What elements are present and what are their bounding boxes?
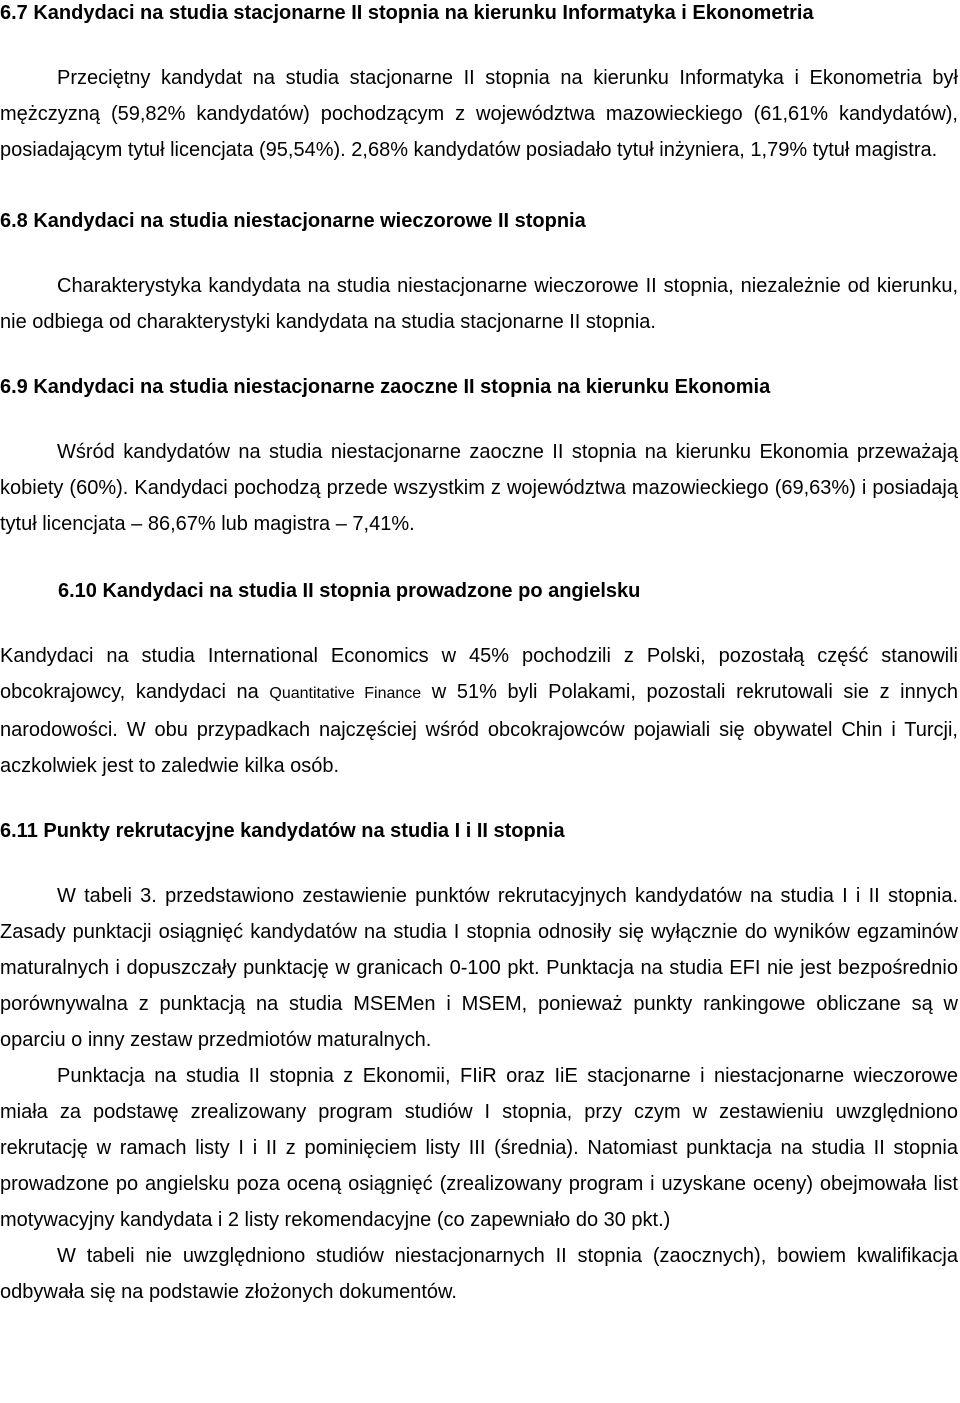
section-heading-6-7: 6.7 Kandydaci na studia stacjonarne II stopnia na kierunku Informatyka i Ekonometria <box>0 2 814 24</box>
section-paragraph <box>0 638 958 784</box>
paragraph-text: w 51% byli Polakami, pozostali rekrutowali sie z innych narodowości. W obu przypadkach najczęściej wśród obcokrajowców pojawiali się obywatel Chin i Turcji, aczkolwiek jest to zaledwie kilka osób. <box>0 681 958 777</box>
program-name: Quantitative Finance <box>269 685 422 702</box>
section-paragraph: W tabeli 3. przedstawiono zestawienie punktów rekrutacyjnych kandydatów na studia I i II stopnia. Zasady punktacji osiągnięć kandydatów na studia I stopnia odnosiły się wyłącznie do wyników egzaminów maturalnych i dopuszczały punktację w granicach 0-100 pkt. Punktacja na studia EFI nie jest bezpośrednio porównywalna z punktacją na studia MSEMen i MSEM, ponieważ punkty rankingowe obliczane są w oparciu o inny zestaw przedmiotów maturalnych. <box>0 885 958 1051</box>
section-heading-6-9: 6.9 Kandydaci na studia niestacjonarne zaoczne II stopnia na kierunku Ekonomia <box>0 376 771 398</box>
paragraph-text: Kandydaci na studia International Economics w 45% pochodzili z Polski, pozostałą część stanowili obcokrajowcy, kandydaci na <box>0 645 958 703</box>
section-heading-6-10: 6.10 Kandydaci na studia II stopnia prowadzone po angielsku <box>58 580 641 602</box>
section-heading-6-8: 6.8 Kandydaci na studia niestacjonarne wieczorowe II stopnia <box>0 210 586 232</box>
section-paragraph: W tabeli nie uwzględniono studiów niestacjonarnych II stopnia (zaocznych), bowiem kwalifikacja odbywała się na podstawie złożonych dokumentów. <box>0 1245 958 1303</box>
section-paragraph: Punktacja na studia II stopnia z Ekonomii, FIiR oraz IiE stacjonarne i niestacjonarne wieczorowe miała za podstawę zrealizowany program studiów I stopnia, przy czym w zestawieniu uwzględniono rekrutację w ramach listy I i II z pominięciem listy III (średnia). Natomiast punktacja na studia II stopnia prowadzone po angielsku poza oceną osiągnięć (zrealizowany program i uzyskane oceny) obejmowała list motywacyjny kandydata i 2 listy rekomendacyjne (co zapewniało do 30 pkt.) <box>0 1065 958 1231</box>
section-paragraph: Wśród kandydatów na studia niestacjonarne zaoczne II stopnia na kierunku Ekonomia przeważają kobiety (60%). Kandydaci pochodzą przede wszystkim z województwa mazowieckiego (69,63%) i posiadają tytuł licencjata – 86,67% lub magistra – 7,41%. <box>0 441 958 535</box>
section-paragraph: Charakterystyka kandydata na studia niestacjonarne wieczorowe II stopnia, niezależnie od kierunku, nie odbiega od charakterystyki kandydata na studia stacjonarne II stopnia. <box>0 275 958 333</box>
section-paragraph: Przeciętny kandydat na studia stacjonarne II stopnia na kierunku Informatyka i Ekonometria był mężczyzną (59,82% kandydatów) pochodzącym z województwa mazowieckiego (61,61% kandydatów), posiadającym tytuł licencjata (95,54%). 2,68% kandydatów posiadało tytuł inżyniera, 1,79% tytuł magistra. <box>0 67 958 161</box>
section-heading-6-11: 6.11 Punkty rekrutacyjne kandydatów na studia I i II stopnia <box>0 820 565 842</box>
